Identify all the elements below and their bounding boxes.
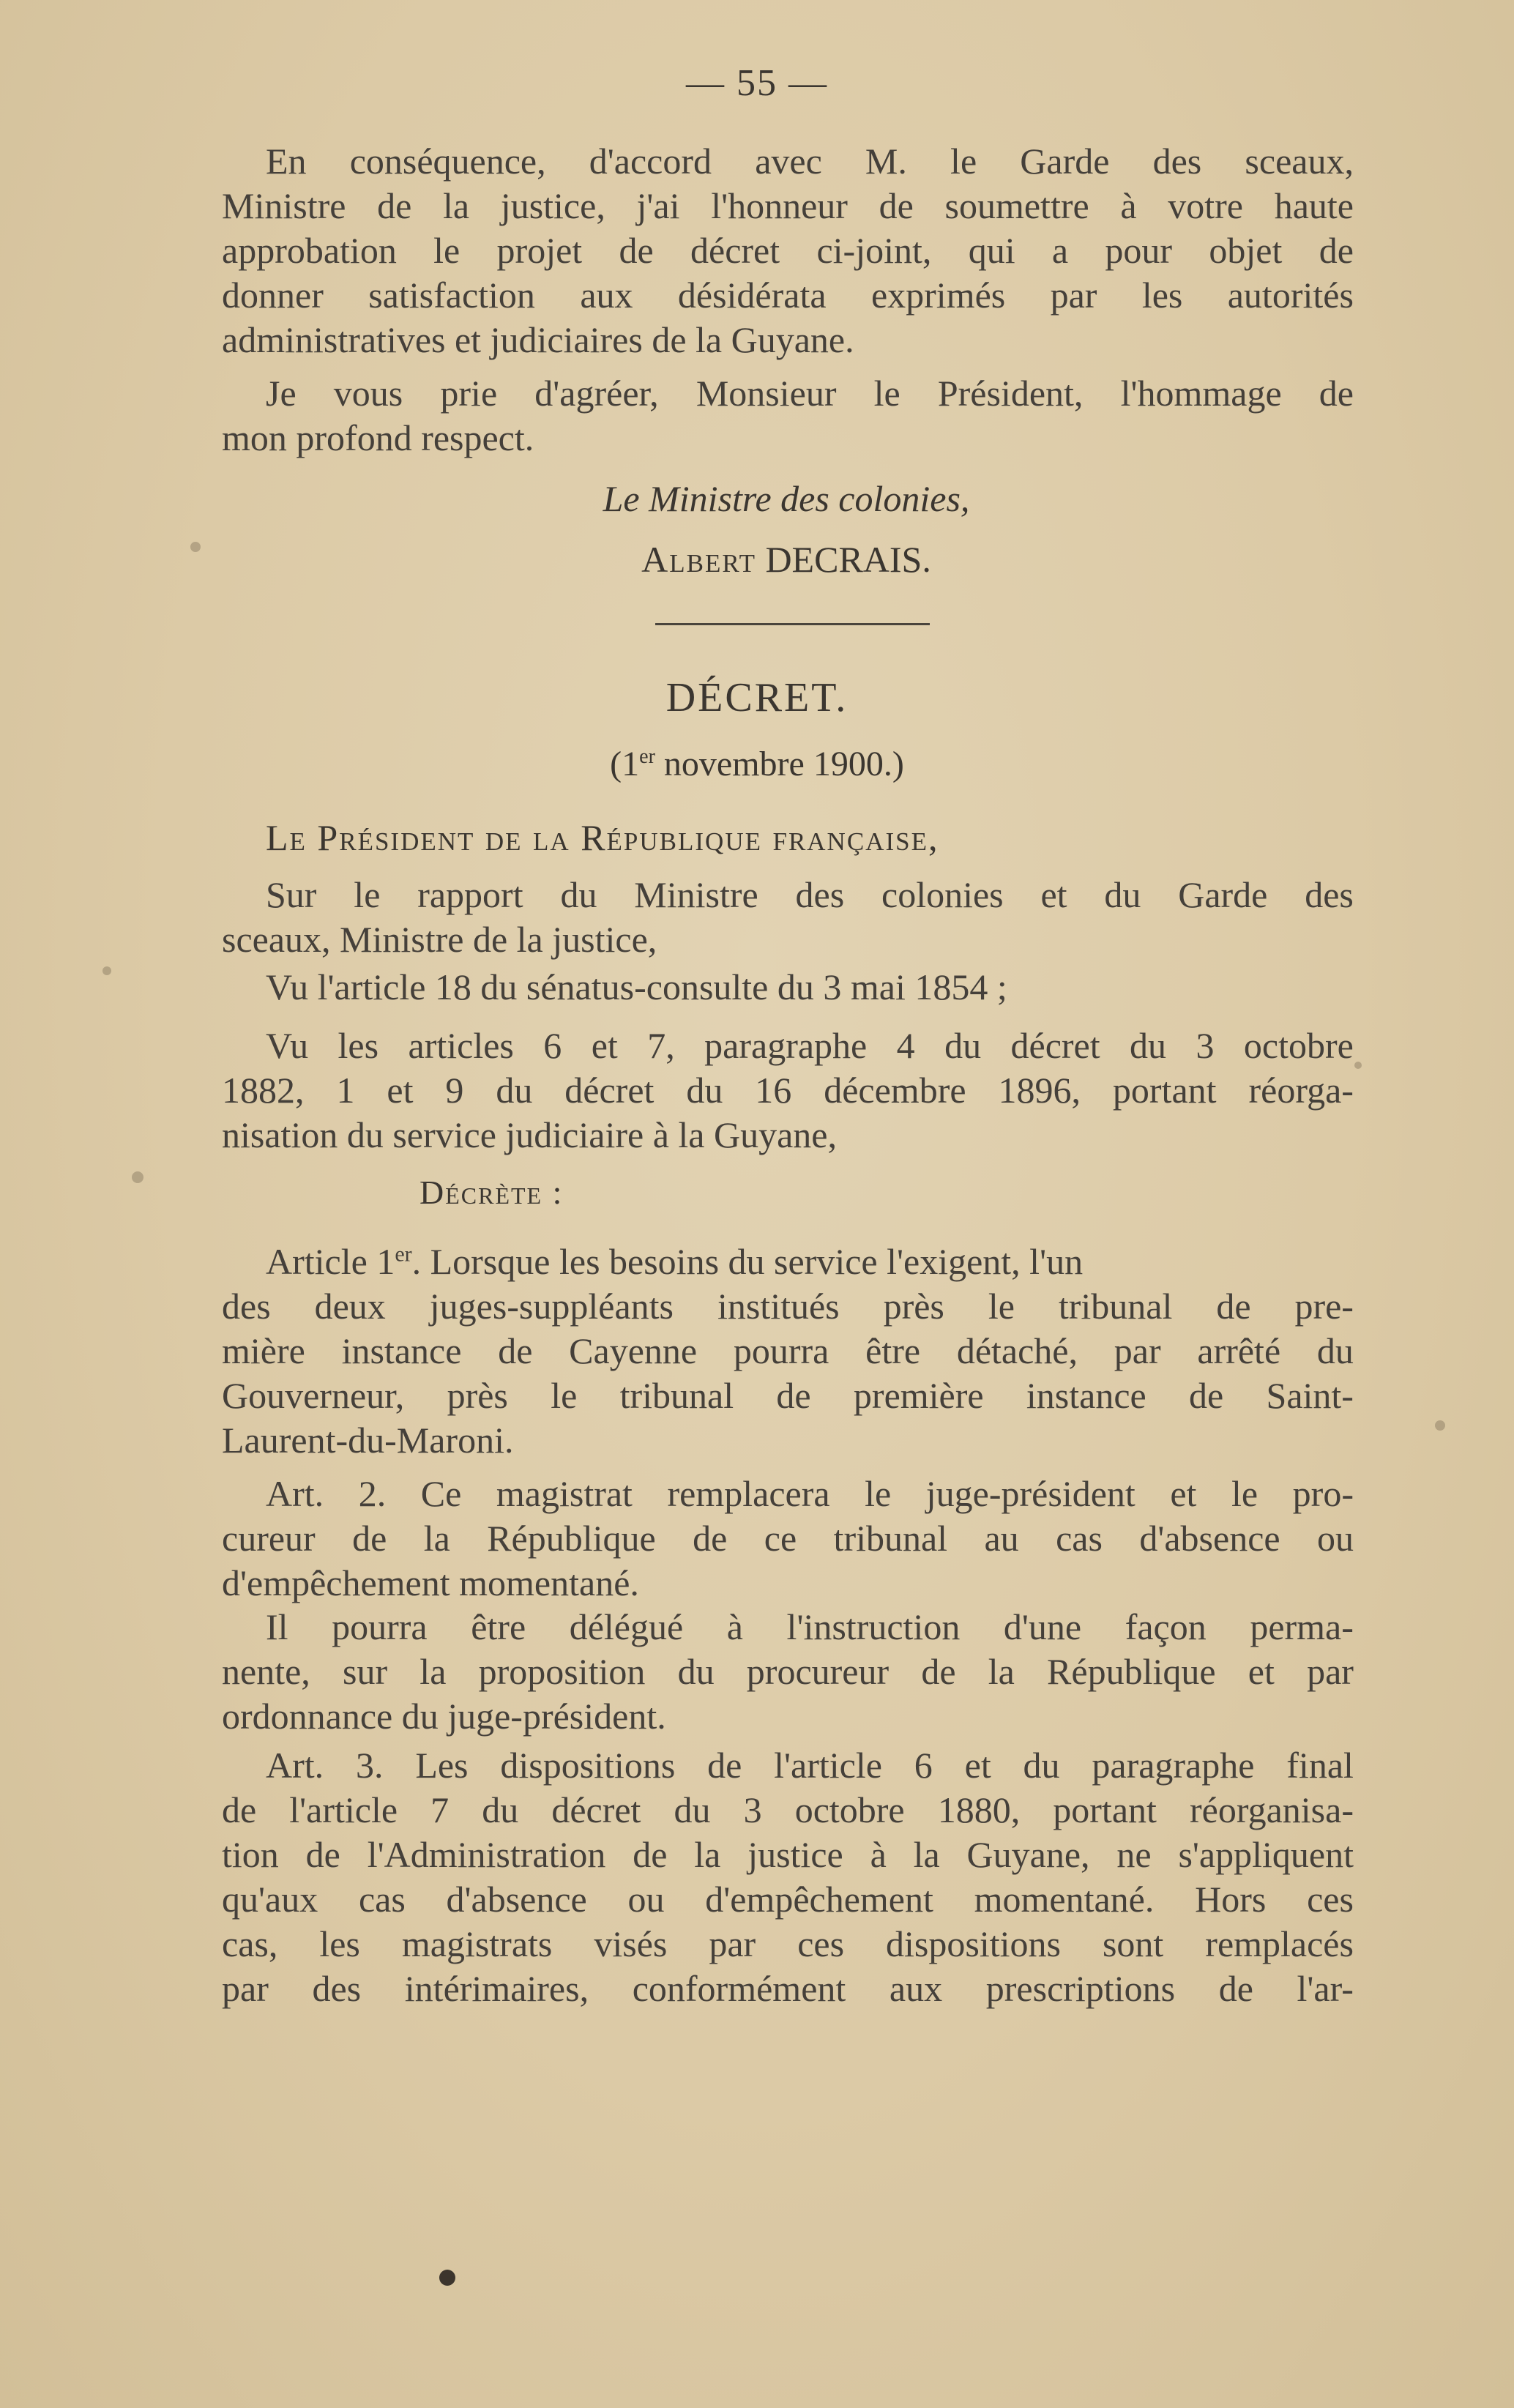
word: de [1218, 1968, 1253, 2009]
consideration-articles [222, 1024, 1354, 1158]
word: la [988, 1651, 1015, 1692]
word: la [913, 1834, 940, 1875]
text-line: nisation du service judiciaire à la Guyane, [222, 1114, 837, 1155]
word: dispositions [500, 1745, 676, 1786]
word: décret [564, 1070, 655, 1111]
word: ci-joint, [816, 230, 932, 271]
word: de [377, 185, 412, 226]
word: la [694, 1834, 721, 1875]
word: décret [551, 1789, 641, 1830]
word: de [879, 185, 914, 226]
word: de [693, 1518, 728, 1559]
article-1 [222, 1240, 1354, 1463]
word: du [1104, 874, 1141, 915]
text-line: administratives et judiciaires de la Guyane. [222, 319, 854, 360]
word: aux [580, 275, 633, 316]
word: au [984, 1518, 1019, 1559]
text-line [222, 1472, 1354, 1516]
word: nente, [222, 1651, 310, 1692]
signature-last-name: DECRAIS. [765, 539, 931, 580]
word: du [482, 1789, 519, 1830]
word: octobre [794, 1789, 905, 1830]
word: tion [222, 1834, 279, 1875]
text-line: sceaux, Ministre de la justice, [222, 919, 657, 960]
text-line [222, 1240, 1354, 1284]
word: l'Administration [367, 1834, 606, 1875]
word: les [1141, 275, 1183, 316]
text-line [222, 1788, 1354, 1833]
word: portant [1053, 1789, 1157, 1830]
word: ces [797, 1923, 845, 1964]
word: la [423, 1518, 450, 1559]
word: 7, [647, 1025, 675, 1066]
word: a [1051, 230, 1069, 271]
word: pour [1105, 230, 1173, 271]
word: 16 [755, 1070, 792, 1111]
word: ces [1307, 1879, 1354, 1920]
word: de [921, 1651, 956, 1692]
president-line: Le Président de la République française, [266, 817, 939, 858]
word: soumettre [944, 185, 1089, 226]
word: sceaux, [1245, 141, 1354, 182]
word: portant [1112, 1070, 1217, 1111]
word: ce [764, 1518, 797, 1559]
text-line: d'empêchement momentané. [222, 1562, 639, 1603]
word: par [1050, 275, 1097, 316]
word: proposition [478, 1651, 646, 1692]
word: avec [755, 141, 822, 182]
signature-role: Le Ministre des colonies, [603, 478, 970, 519]
word: sur [342, 1651, 388, 1692]
article-1-first-line: . Lorsque les besoins du service l'exigent, l'un [411, 1241, 1084, 1282]
word: autorités [1227, 275, 1354, 316]
word: de [352, 1518, 387, 1559]
text-line: ordonnance du juge-président. [222, 1696, 666, 1737]
word: donner [222, 275, 324, 316]
word: de [633, 1834, 668, 1875]
word: pourra [332, 1606, 428, 1647]
word: cas [358, 1879, 406, 1920]
text-line [222, 1833, 1354, 1877]
article-2 [222, 1472, 1354, 1606]
word: cureur [222, 1518, 316, 1559]
word: à [870, 1834, 887, 1875]
word: prie [440, 373, 498, 414]
word: final [1286, 1745, 1354, 1786]
word: être [865, 1330, 921, 1371]
word: Je [266, 373, 297, 414]
word: dispositions [886, 1923, 1061, 1964]
article-2-paragraph-2 [222, 1605, 1354, 1739]
text-line [222, 1284, 1354, 1329]
word: Guyane, [966, 1834, 1090, 1875]
word: l'honneur [711, 185, 848, 226]
word: République [487, 1518, 656, 1559]
word: par [709, 1923, 756, 1964]
word: et [591, 1025, 618, 1066]
word: le [988, 1286, 1015, 1327]
word: 3. [355, 1745, 384, 1786]
word: Président, [937, 373, 1084, 414]
word: près [883, 1286, 944, 1327]
word: de [1189, 1375, 1224, 1416]
word: Cayenne [569, 1330, 698, 1371]
word: le [950, 141, 977, 182]
word: s'appliquent [1178, 1834, 1354, 1875]
word: à [1120, 185, 1137, 226]
word: réorganisa- [1190, 1789, 1354, 1830]
word: satisfaction [368, 275, 535, 316]
word: d'accord [589, 141, 712, 182]
word: du [1023, 1745, 1060, 1786]
article-1-prefix: Article 1 [266, 1241, 395, 1282]
word: mière [222, 1330, 305, 1371]
paper-speck [132, 1171, 143, 1183]
word: être [471, 1606, 526, 1647]
word: et [387, 1070, 414, 1111]
text-line: mon profond respect. [222, 417, 534, 458]
word: j'ai [636, 185, 680, 226]
word: projet [496, 230, 583, 271]
paper-speck [1354, 1062, 1362, 1069]
word: conformément [632, 1968, 846, 2009]
word: façon [1125, 1606, 1207, 1647]
word: haute [1274, 185, 1354, 226]
text-line [222, 873, 1354, 917]
word: de [222, 1789, 257, 1830]
letter-paragraph-1 [222, 139, 1354, 362]
word: de [707, 1745, 742, 1786]
word: instance [1026, 1375, 1146, 1416]
word: par [1307, 1651, 1354, 1692]
word: du [560, 874, 597, 915]
word: 1 [336, 1070, 355, 1111]
decree-title: DÉCRET. [665, 675, 849, 720]
word: le [551, 1375, 578, 1416]
word: momentané. [974, 1879, 1155, 1920]
text-line [222, 139, 1354, 184]
word: paragraphe [1092, 1745, 1255, 1786]
word: d'absence [1139, 1518, 1280, 1559]
paper-speck [190, 542, 201, 552]
word: Ce [420, 1473, 462, 1514]
word: aux [889, 1968, 943, 2009]
word: Ministre [634, 874, 758, 915]
word: En [266, 141, 307, 182]
word: qui [968, 230, 1015, 271]
word: articles [408, 1025, 514, 1066]
word: de [305, 1834, 340, 1875]
word: tribunal [833, 1518, 948, 1559]
word: par [1114, 1330, 1161, 1371]
word: juge-président [925, 1473, 1136, 1514]
word: le [1231, 1473, 1258, 1514]
word: la [419, 1651, 447, 1692]
word: le [865, 1473, 892, 1514]
text-line [222, 1743, 1354, 1788]
text-line [222, 1650, 1354, 1694]
word: de [1216, 1286, 1251, 1327]
word: de [1319, 230, 1354, 271]
word: pro- [1292, 1473, 1354, 1514]
section-divider [655, 623, 930, 625]
word: perma- [1250, 1606, 1354, 1647]
word: première [853, 1375, 984, 1416]
word: Garde [1178, 874, 1268, 915]
word: délégué [569, 1606, 684, 1647]
word: M. [865, 141, 907, 182]
text-line [222, 228, 1354, 273]
text-line [222, 1329, 1354, 1373]
consideration-rapport [222, 873, 1354, 962]
word: approbation [222, 230, 397, 271]
word: 7 [430, 1789, 450, 1830]
text-line [222, 1922, 1354, 1967]
word: du [944, 1025, 982, 1066]
word: de [776, 1375, 811, 1416]
word: des [1152, 141, 1202, 182]
word: 1882, [222, 1070, 305, 1111]
article-3 [222, 1743, 1354, 2011]
text-line: Laurent-du-Maroni. [222, 1420, 514, 1461]
text-line [222, 1516, 1354, 1561]
word: des [1305, 874, 1354, 915]
word: vous [333, 373, 403, 414]
text-line [222, 1967, 1354, 2011]
text-line: Vu l'article 18 du sénatus-consulte du 3 mai 1854 ; [266, 966, 1007, 1007]
word: justice, [500, 185, 605, 226]
word: 3 [1196, 1025, 1215, 1066]
word: l'article [774, 1745, 882, 1786]
word: cas [1056, 1518, 1103, 1559]
word: rapport [417, 874, 523, 915]
word: les [319, 1923, 360, 1964]
word: l'ar- [1297, 1968, 1354, 2009]
word: 1896, [998, 1070, 1081, 1111]
word: et [1248, 1651, 1275, 1692]
word: visés [594, 1923, 668, 1964]
text-line [222, 1877, 1354, 1922]
word: objet [1209, 230, 1283, 271]
word: 6 [914, 1745, 933, 1786]
decree-date-suffix: novembre 1900.) [655, 745, 904, 783]
word: du [674, 1789, 711, 1830]
word: Vu [266, 1025, 309, 1066]
word: pourra [733, 1330, 829, 1371]
word: votre [1168, 185, 1243, 226]
word: cas, [222, 1923, 278, 1964]
text-line [222, 1068, 1354, 1113]
word: paragraphe [704, 1025, 868, 1066]
word: magistrats [401, 1923, 553, 1964]
word: juges-suppléants [429, 1286, 674, 1327]
word: tribunal [1058, 1286, 1173, 1327]
text-line [222, 1024, 1354, 1068]
word: Saint- [1266, 1375, 1354, 1416]
word: du [1130, 1025, 1167, 1066]
decrete-label: Décrète : [419, 1174, 564, 1211]
word: 9 [445, 1070, 464, 1111]
signature-first-name: Albert [641, 539, 756, 580]
word: 2. [358, 1473, 387, 1514]
word: et [1170, 1473, 1197, 1514]
text-line [222, 273, 1354, 318]
word: d'empêchement [705, 1879, 933, 1920]
text-line [222, 184, 1354, 228]
word: l'hommage [1120, 373, 1282, 414]
word: magistrat [496, 1473, 633, 1514]
word: l'instruction [786, 1606, 961, 1647]
word: ne [1116, 1834, 1152, 1875]
decree-date [0, 744, 1514, 784]
word: la [443, 185, 470, 226]
word: remplacera [667, 1473, 830, 1514]
word: 4 [896, 1025, 915, 1066]
word: le [433, 230, 460, 271]
word: du [1316, 1330, 1354, 1371]
word: de [1319, 373, 1354, 414]
word: 6 [543, 1025, 562, 1066]
paper-speck [1435, 1420, 1445, 1431]
word: Sur [266, 874, 317, 915]
word: décret [690, 230, 780, 271]
word: 1880, [937, 1789, 1021, 1830]
word: l'article [289, 1789, 398, 1830]
consideration-senatus [222, 965, 1354, 1010]
word: et [1040, 874, 1067, 915]
word: de [498, 1330, 533, 1371]
word: le [873, 373, 900, 414]
ink-speck [439, 2270, 455, 2286]
text-line [222, 1373, 1354, 1418]
word: ou [627, 1879, 665, 1920]
word: Art. [266, 1745, 324, 1786]
word: près [447, 1375, 508, 1416]
text-line [222, 1605, 1354, 1650]
word: Hors [1195, 1879, 1267, 1920]
word: réorga- [1248, 1070, 1354, 1111]
word: Ministre [222, 185, 346, 226]
word: du [686, 1070, 723, 1111]
word: pre- [1294, 1286, 1354, 1327]
page-number: — 55 — [686, 62, 828, 104]
word: à [726, 1606, 743, 1647]
word: des [795, 874, 845, 915]
word: les [338, 1025, 379, 1066]
signature-name [0, 538, 1514, 581]
word: deux [314, 1286, 386, 1327]
word: Art. [266, 1473, 324, 1514]
word: arrêté [1197, 1330, 1281, 1371]
word: décret [1010, 1025, 1100, 1066]
word: République [1047, 1651, 1216, 1692]
word: désidérata [677, 275, 827, 316]
word: prescriptions [985, 1968, 1176, 2009]
letter-paragraph-2 [222, 371, 1354, 461]
word: qu'aux [222, 1879, 318, 1920]
word: du [677, 1651, 715, 1692]
word: par [222, 1968, 269, 2009]
word: 3 [743, 1789, 762, 1830]
word: colonies [881, 874, 1004, 915]
word: d'une [1003, 1606, 1082, 1647]
word: Gouverneur, [222, 1375, 405, 1416]
word: le [354, 874, 381, 915]
word: des [222, 1286, 271, 1327]
word: décembre [824, 1070, 966, 1111]
word: remplacés [1205, 1923, 1354, 1964]
decree-date-prefix: (1 [610, 745, 640, 783]
article-1-sup: er [395, 1242, 412, 1267]
text-line [222, 371, 1354, 416]
word: de [619, 230, 654, 271]
word: et [964, 1745, 991, 1786]
word: du [496, 1070, 533, 1111]
word: sont [1102, 1923, 1164, 1964]
word: justice [747, 1834, 843, 1875]
word: ou [1317, 1518, 1354, 1559]
word: tribunal [619, 1375, 734, 1416]
word: Les [415, 1745, 469, 1786]
word: détaché, [956, 1330, 1078, 1371]
decree-date-sup: er [639, 745, 655, 768]
word: exprimés [870, 275, 1006, 316]
word: Garde [1020, 141, 1110, 182]
word: intérimaires, [404, 1968, 589, 2009]
word: des [312, 1968, 362, 2009]
word: instance [341, 1330, 462, 1371]
word: Monsieur [696, 373, 837, 414]
word: Il [266, 1606, 288, 1647]
word: institués [717, 1286, 840, 1327]
word: d'absence [446, 1879, 587, 1920]
word: procureur [746, 1651, 890, 1692]
word: conséquence, [349, 141, 546, 182]
word: d'agréer, [534, 373, 659, 414]
word: octobre [1243, 1025, 1354, 1066]
paper-speck [102, 966, 111, 975]
